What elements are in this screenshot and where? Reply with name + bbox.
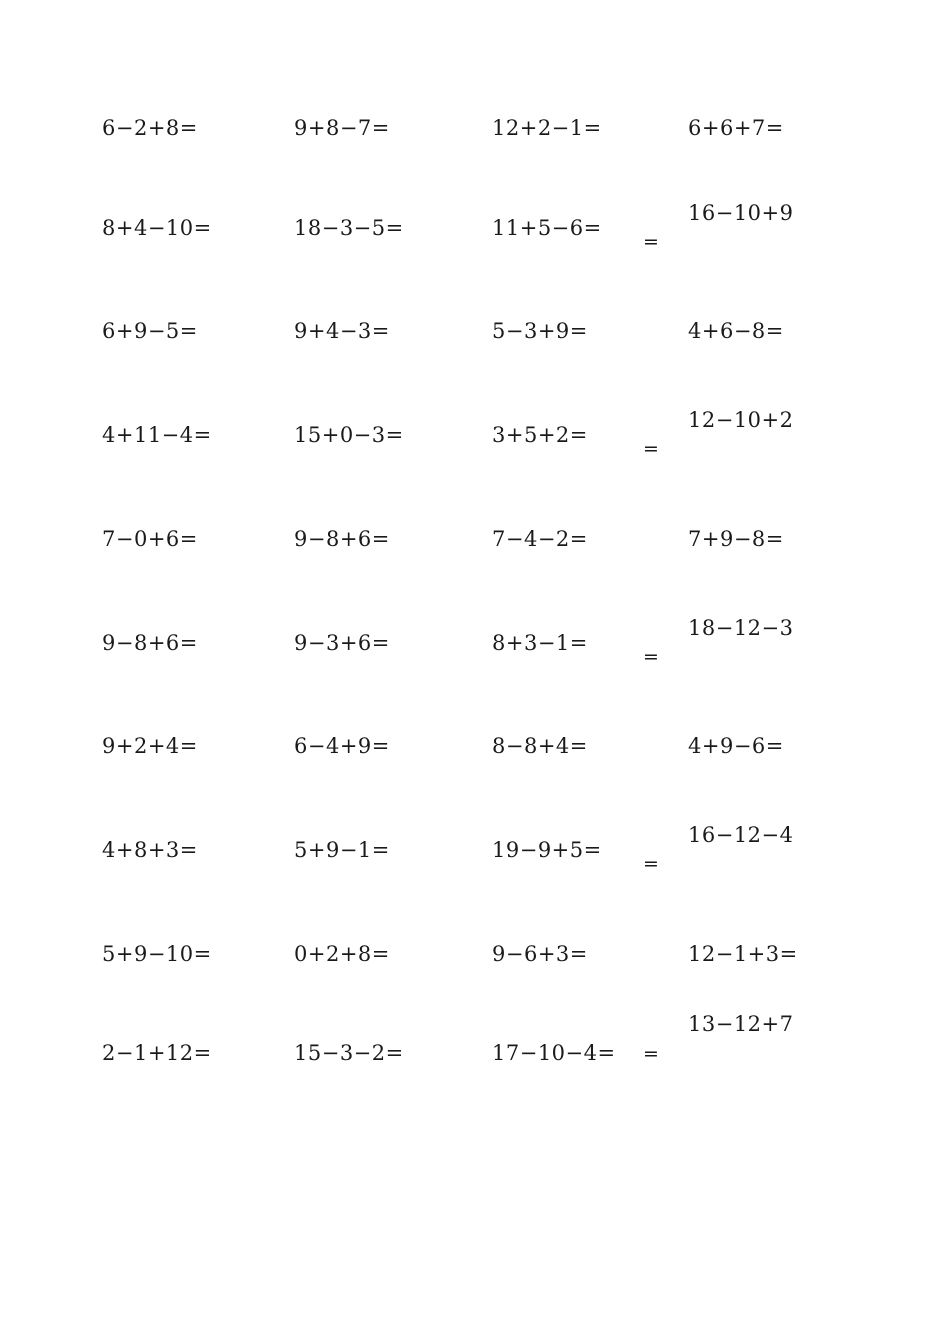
- problem: 7+9−8=: [688, 527, 784, 551]
- problem: 5+9−10=: [102, 942, 212, 966]
- problem: 6−4+9=: [294, 734, 390, 758]
- problem: 4+11−4=: [102, 423, 212, 447]
- problem: 9+8−7=: [294, 116, 390, 140]
- problem-wrapped: 16−12−4: [688, 823, 794, 847]
- problem-wrapped: 16−10+9: [688, 201, 794, 225]
- problem: 19−9+5=: [492, 838, 602, 862]
- problem: 8+4−10=: [102, 216, 212, 240]
- problem: 4+8+3=: [102, 838, 198, 862]
- problem-equals-sign: =: [643, 231, 659, 253]
- problem-wrapped: 12−10+2: [688, 408, 794, 432]
- problem: 8+3−1=: [492, 631, 588, 655]
- problem: 4+6−8=: [688, 319, 784, 343]
- problem: 7−0+6=: [102, 527, 198, 551]
- problem: 6−2+8=: [102, 116, 198, 140]
- problem: 0+2+8=: [294, 942, 390, 966]
- problem-row: [0, 1012, 950, 1121]
- problem: 9+4−3=: [294, 319, 390, 343]
- problem-equals-sign: =: [643, 1043, 659, 1065]
- problem-equals-sign: =: [643, 438, 659, 460]
- problem: 6+9−5=: [102, 319, 198, 343]
- problem: 3+5+2=: [492, 423, 588, 447]
- problem-row: [0, 823, 950, 918]
- problem-row: [0, 116, 950, 196]
- problem: 12−1+3=: [688, 942, 798, 966]
- problem-row: [0, 201, 950, 296]
- problem-wrapped: 13−12+7: [688, 1012, 794, 1036]
- problem-row: [0, 408, 950, 503]
- problem: 9−6+3=: [492, 942, 588, 966]
- problem: 9−3+6=: [294, 631, 390, 655]
- problem: 9+2+4=: [102, 734, 198, 758]
- problem: 17−10−4=: [492, 1041, 616, 1065]
- problem: 4+9−6=: [688, 734, 784, 758]
- problem: 8−8+4=: [492, 734, 588, 758]
- problem: 15+0−3=: [294, 423, 404, 447]
- problem-row: [0, 942, 950, 1022]
- problem-equals-sign: =: [643, 853, 659, 875]
- problem-row: [0, 527, 950, 607]
- problem-row: [0, 616, 950, 711]
- problem: 9−8+6=: [294, 527, 390, 551]
- problem: 5+9−1=: [294, 838, 390, 862]
- problem: 7−4−2=: [492, 527, 588, 551]
- problem: 12+2−1=: [492, 116, 602, 140]
- problem: 9−8+6=: [102, 631, 198, 655]
- problem: 18−3−5=: [294, 216, 404, 240]
- problem-row: [0, 319, 950, 399]
- problem-equals-sign: =: [643, 646, 659, 668]
- problem: 2−1+12=: [102, 1041, 212, 1065]
- problem-row: [0, 734, 950, 814]
- problem: 6+6+7=: [688, 116, 784, 140]
- problem: 5−3+9=: [492, 319, 588, 343]
- problem-wrapped: 18−12−3: [688, 616, 794, 640]
- problem: 11+5−6=: [492, 216, 602, 240]
- problem: 15−3−2=: [294, 1041, 404, 1065]
